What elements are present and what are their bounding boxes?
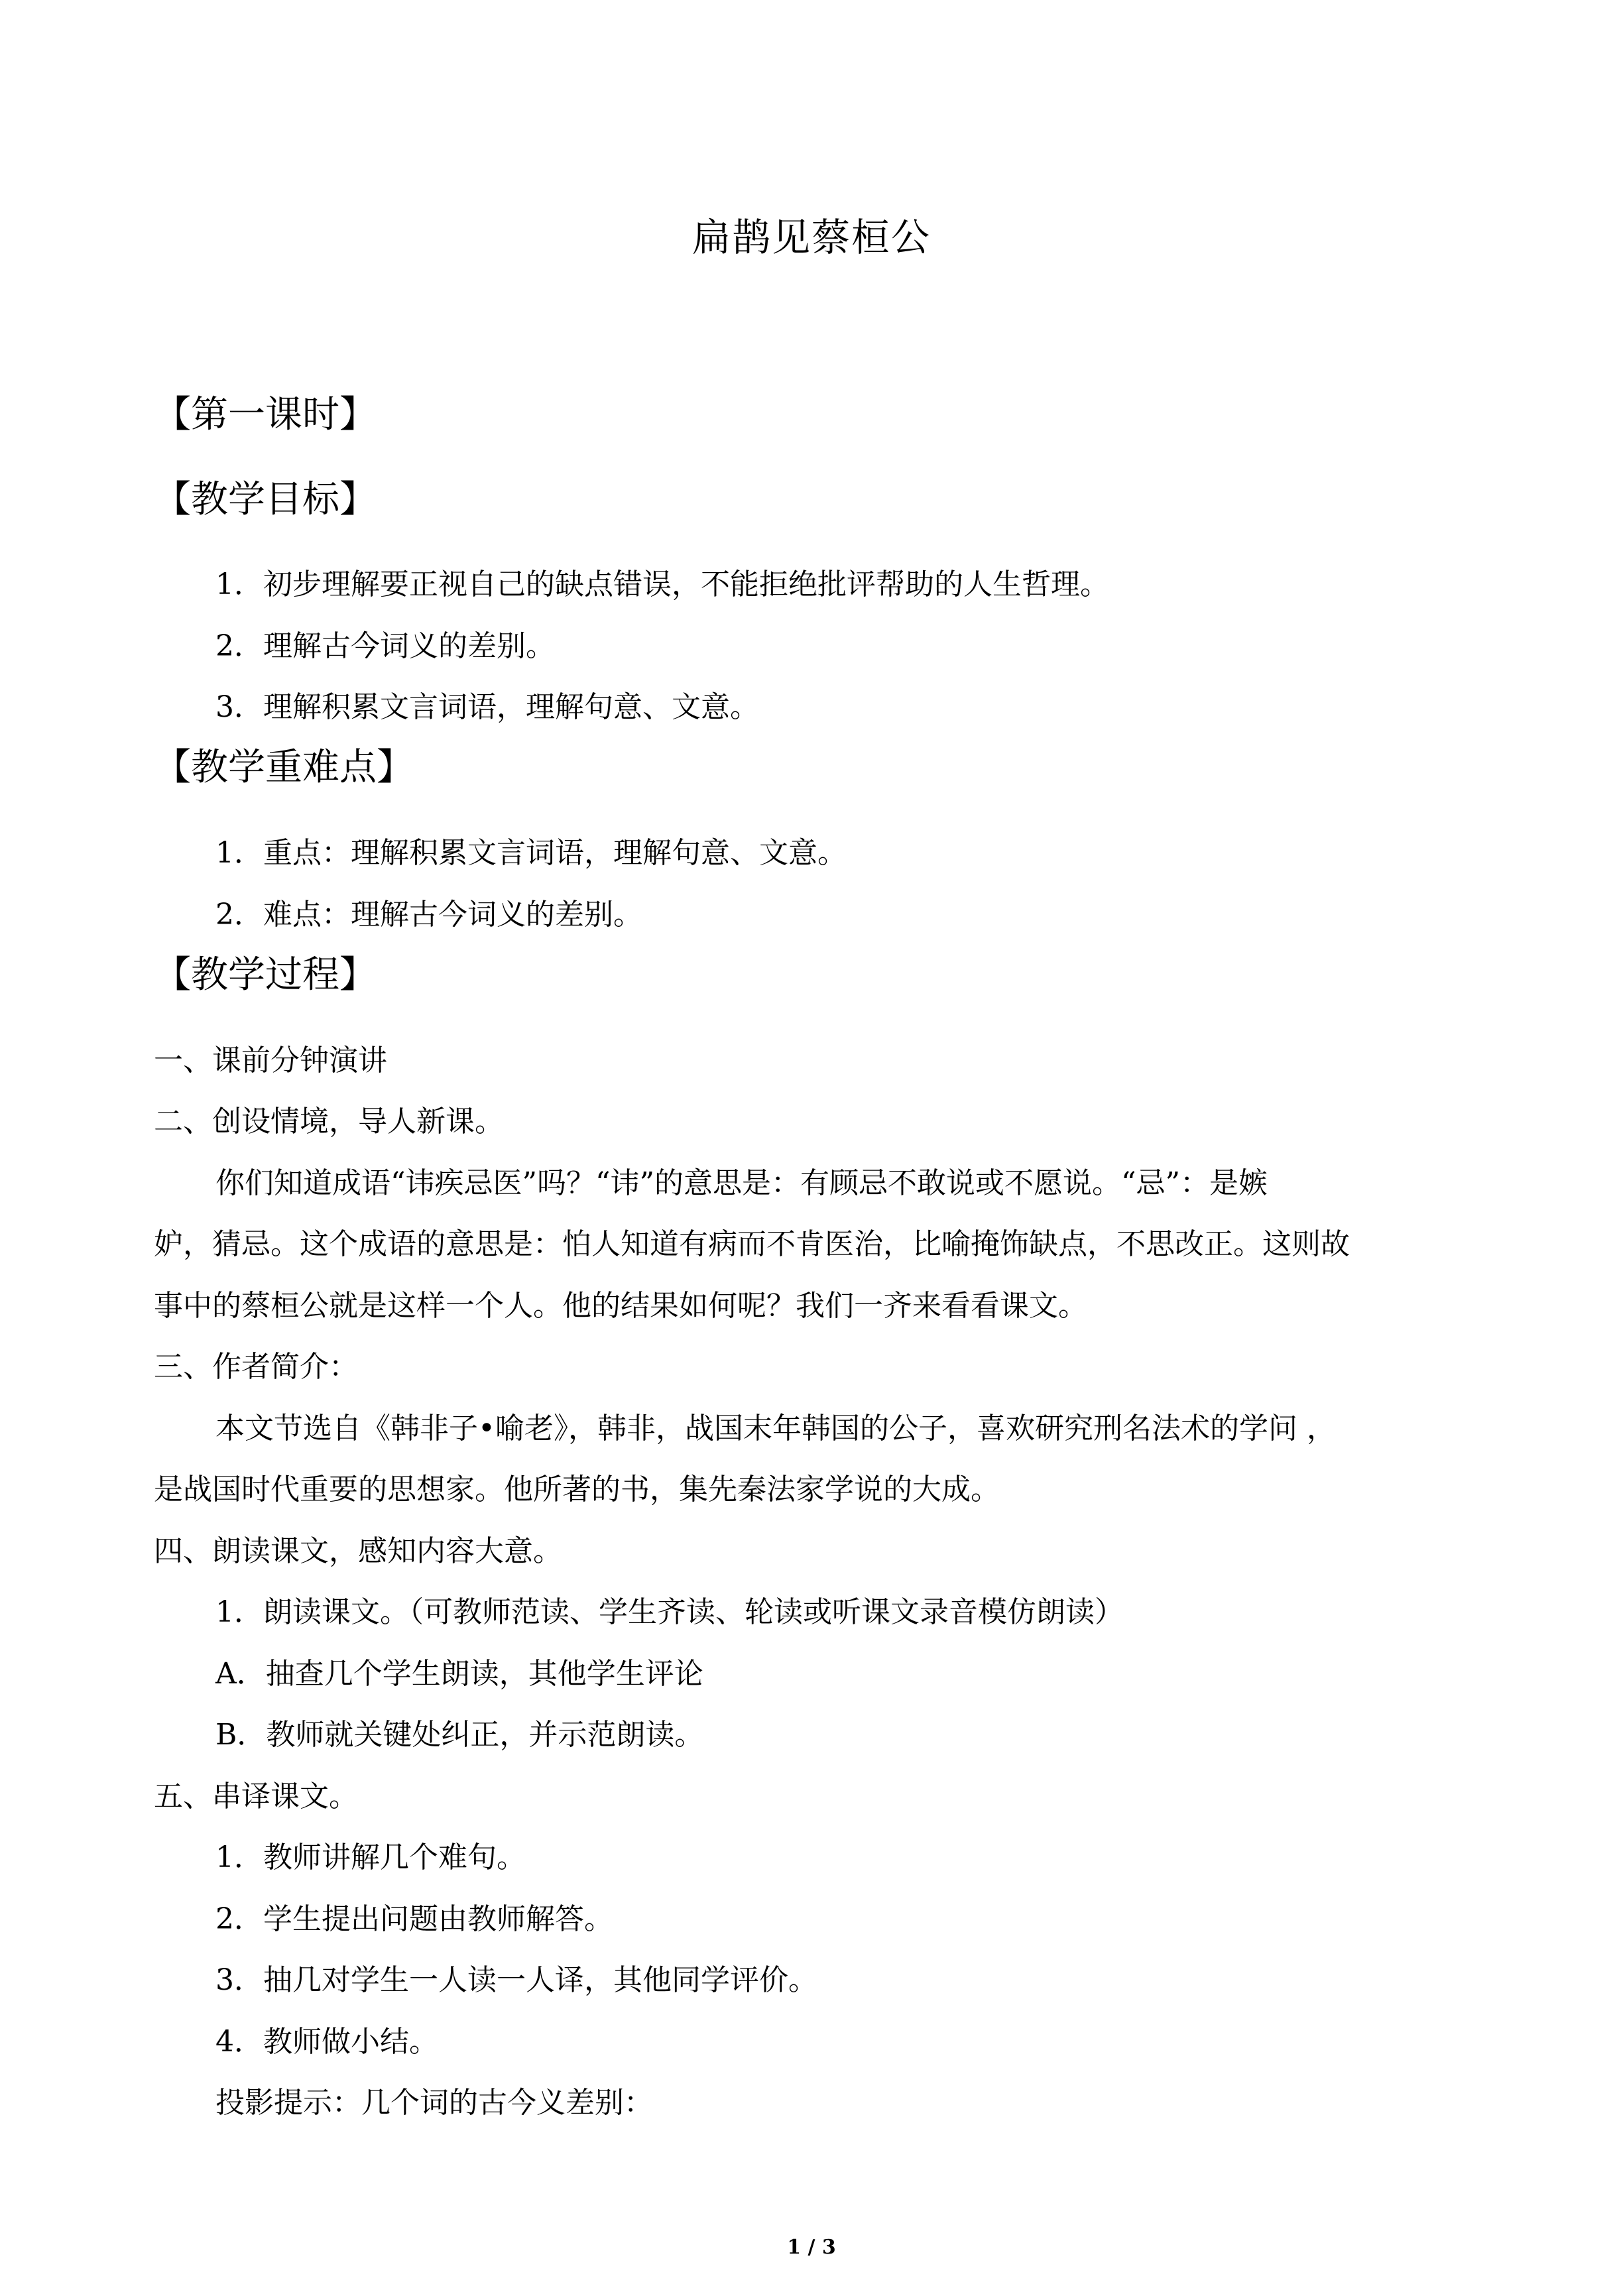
- process-step-4: 四、朗读课文，感知内容大意。: [154, 1534, 562, 1568]
- lesson-heading: 【第一课时】: [154, 393, 377, 436]
- process-heading: 【教学过程】: [154, 953, 377, 997]
- paragraph-line: 事中的蔡桓公就是这样一个人。他的结果如何呢？我们一齐来看看课文。: [154, 1289, 1087, 1323]
- paragraph-line: 是战国时代重要的思想家。他所著的书，集先秦法家学说的大成。: [154, 1473, 1000, 1506]
- keypoints-heading: 【教学重难点】: [154, 746, 414, 789]
- step5-item: 1．教师讲解几个难句。: [215, 1841, 526, 1874]
- objective-item: 3．理解积累文言词语，理解句意、文意。: [215, 690, 759, 724]
- paragraph-line: 本文节选自《韩非子•喻老》，韩非，战国末年韩国的公子，喜欢研究刑名法术的学问 ，: [215, 1412, 1336, 1445]
- paragraph-line: 妒，猜忌。这个成语的意思是：怕人知道有病而不肯医治，比喻掩饰缺点，不思改正。这则故: [154, 1227, 1350, 1261]
- step5-item: 投影提示：几个词的古今义差别：: [215, 2086, 653, 2120]
- process-step-3: 三、作者简介：: [154, 1350, 358, 1384]
- step4-item: 1．朗读课文。（可教师范读、学生齐读、轮读或听课文录音模仿朗读）: [215, 1595, 1124, 1629]
- process-step-1: 一、课前分钟演讲: [154, 1044, 387, 1077]
- objective-item: 1．初步理解要正视自己的缺点错误，不能拒绝批评帮助的人生哲理。: [215, 568, 1109, 601]
- step4-item: A．抽查几个学生朗读，其他学生评论: [215, 1657, 703, 1691]
- process-step-2: 二、创设情境，导人新课。: [154, 1105, 504, 1138]
- step5-item: 2．学生提出问题由教师解答。: [215, 1902, 613, 1936]
- paragraph-line: 你们知道成语“讳疾忌医”吗？“讳”的意思是：有顾忌不敢说或不愿说。“忌”：是嫉: [215, 1166, 1268, 1200]
- keypoint-item: 1．重点：理解积累文言词语，理解句意、文意。: [215, 836, 847, 870]
- keypoint-item: 2．难点：理解古今词义的差别。: [215, 898, 642, 932]
- objective-item: 2．理解古今词义的差别。: [215, 629, 555, 663]
- document-title: 扁鹊见蔡桓公: [691, 215, 931, 260]
- step4-item: B．教师就关键处纠正，并示范朗读。: [215, 1718, 704, 1752]
- step5-item: 3．抽几对学生一人读一人译，其他同学评价。: [215, 1963, 817, 1997]
- page-number: 1 / 3: [787, 2236, 836, 2259]
- step5-item: 4．教师做小结。: [215, 2025, 438, 2059]
- objectives-heading: 【教学目标】: [154, 478, 377, 521]
- process-step-5: 五、串译课文。: [154, 1780, 358, 1813]
